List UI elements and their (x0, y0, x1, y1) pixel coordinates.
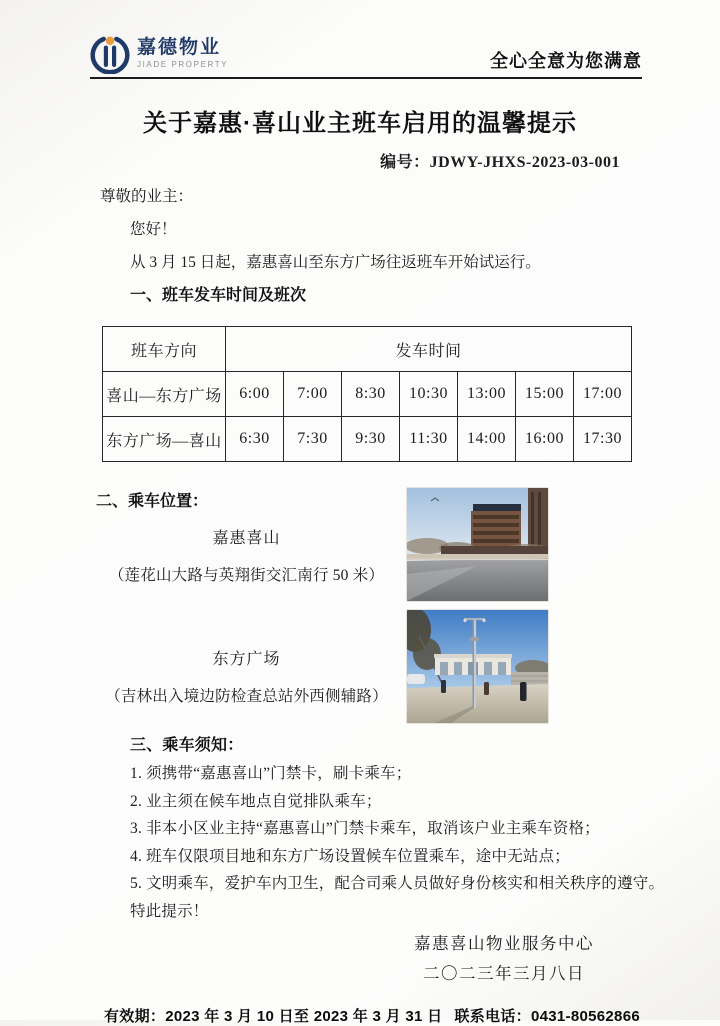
jiade-logo (90, 34, 228, 74)
table-row (103, 417, 632, 462)
location-name: 东方广场 (212, 651, 281, 668)
time-cell: 7:00 (284, 372, 342, 417)
contact-phone: 联系电话：0431-80562866 (454, 1008, 640, 1025)
time-cell: 11:30 (400, 417, 458, 462)
table-header-row (103, 327, 632, 372)
validity-period: 有效期：2023 年 3 月 10 日至 2023 年 3 月 31 日 (104, 1008, 443, 1025)
doc-number: 编号：JDWY-JHXS-2023-03-001 (380, 154, 620, 171)
time-cell: 6:00 (226, 372, 284, 417)
logo-name-cn: 嘉德物业 (137, 37, 222, 58)
note-item: 2. 业主须在候车地点自觉排队乘车； (130, 792, 382, 810)
section2-heading: 二、乘车位置： (96, 493, 209, 510)
note-item: 5. 文明乘车，爱护车内卫生，配合司乘人员做好身份核实和相关秩序的遵守。 (130, 875, 665, 892)
section1-heading: 一、班车发车时间及班次 (130, 287, 307, 304)
intro-sentence: 从 3 月 15 日起，嘉惠喜山至东方广场往返班车开始试运行。 (130, 254, 541, 271)
direction-cell: 喜山—东方广场 (103, 372, 226, 417)
jiade-logo-icon (90, 34, 130, 74)
closing-line: 特此提示！ (130, 902, 209, 920)
signature-date: 二〇二三年三月八日 (423, 964, 585, 983)
time-cell: 6:30 (226, 417, 284, 462)
note-item: 1. 须携带“嘉惠喜山”门禁卡，刷卡乘车； (130, 765, 412, 782)
location-row-dongfang (96, 610, 548, 723)
time-cell: 9:30 (342, 417, 400, 462)
intro-block (100, 180, 664, 312)
dongfang-plaza-photo (407, 610, 548, 723)
location-name: 嘉惠喜山 (212, 530, 281, 547)
signature-org: 嘉惠喜山物业服务中心 (414, 934, 594, 953)
time-cell: 13:00 (458, 372, 516, 417)
location-note: （吉林出入境边防检查总站外西侧辅路） (105, 688, 388, 705)
note-item: 3. 非本小区业主持“嘉惠喜山”门禁卡乘车，取消该户业主乘车资格； (130, 820, 600, 837)
time-cell: 10:30 (400, 372, 458, 417)
document-header (90, 0, 642, 79)
section3-heading: 三、乘车须知： (130, 737, 244, 754)
table-row (103, 372, 632, 417)
signature-block (344, 929, 664, 989)
plaza-photo-illustration (407, 610, 548, 723)
location-note: （莲花山大路与英翔街交汇南行 50 米） (108, 567, 385, 584)
time-cell: 17:00 (574, 372, 632, 417)
time-cell: 7:30 (284, 417, 342, 462)
time-cell: 15:00 (516, 372, 574, 417)
time-cell: 16:00 (516, 417, 574, 462)
logo-name-en: JIADE PROPERTY (137, 60, 229, 69)
page-title: 关于嘉惠·喜山业主班车启用的温馨提示 (143, 110, 577, 137)
greeting: 您好！ (130, 221, 177, 238)
location-row-xishan (96, 488, 548, 601)
xishan-pickup-photo (407, 488, 548, 601)
page-footer (104, 1005, 640, 1026)
time-cell: 14:00 (458, 417, 516, 462)
col-header-direction: 班车方向 (103, 327, 226, 372)
time-cell: 8:30 (342, 372, 400, 417)
salutation: 尊敬的业主： (100, 188, 194, 205)
street-photo-illustration (407, 488, 548, 601)
direction-cell: 东方广场—喜山 (103, 417, 226, 462)
pickup-locations-section (96, 488, 548, 723)
col-header-times: 发车时间 (226, 327, 632, 372)
note-item: 4. 班车仅限项目地和东方广场设置候车位置乘车，途中无站点； (130, 847, 571, 865)
notes-section (130, 732, 690, 925)
header-slogan: 全心全意为您满意 (490, 51, 642, 71)
time-cell: 17:30 (574, 417, 632, 462)
schedule-table (102, 326, 632, 462)
